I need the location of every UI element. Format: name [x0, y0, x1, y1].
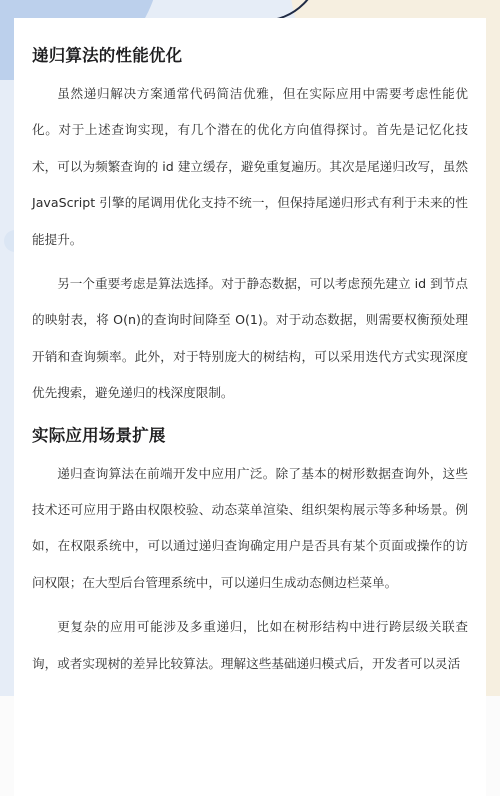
paragraph: 虽然递归解决方案通常代码简洁优雅，但在实际应用中需要考虑性能优化。对于上述查询实现，有几个潜在的优化方向值得探讨。首先是记忆化技术，可以为频繁查询的 id 建立缓存，避免重复遍历。其次是尾递归改写，虽然 JavaScript 引擎的尾调用优化支持不统一，但保持尾递归形式有利于未来的性能提升。	[32, 86, 468, 247]
section-heading: 实际应用场景扩展	[32, 425, 166, 445]
article-page[interactable]	[14, 18, 486, 796]
paragraph: 另一个重要考虑是算法选择。对于静态数据，可以考虑预先建立 id 到节点的映射表，将 O(n)的查询时间降至 O(1)。对于动态数据，则需要权衡预处理开销和查询频率。此外，对于特别庞大的树结构，可以采用迭代方式实现深度优先搜索，避免递归的栈深度限制。	[32, 276, 468, 401]
paragraph: 更复杂的应用可能涉及多重递归，比如在树形结构中进行跨层级关联查询，或者实现树的差异比较算法。理解这些基础递归模式后，开发者可以灵活	[32, 619, 468, 671]
paragraph: 递归查询算法在前端开发中应用广泛。除了基本的树形数据查询外，这些技术还可应用于路由权限校验、动态菜单渲染、组织架构展示等多种场景。例如，在权限系统中，可以通过递归查询确定用户是否具有某个页面或操作的访问权限；在大型后台管理系统中，可以递归生成动态侧边栏菜单。	[32, 465, 468, 590]
section-performance-optimization	[32, 44, 468, 412]
section-heading: 递归算法的性能优化	[32, 46, 183, 65]
section-application-scenarios	[32, 424, 468, 682]
